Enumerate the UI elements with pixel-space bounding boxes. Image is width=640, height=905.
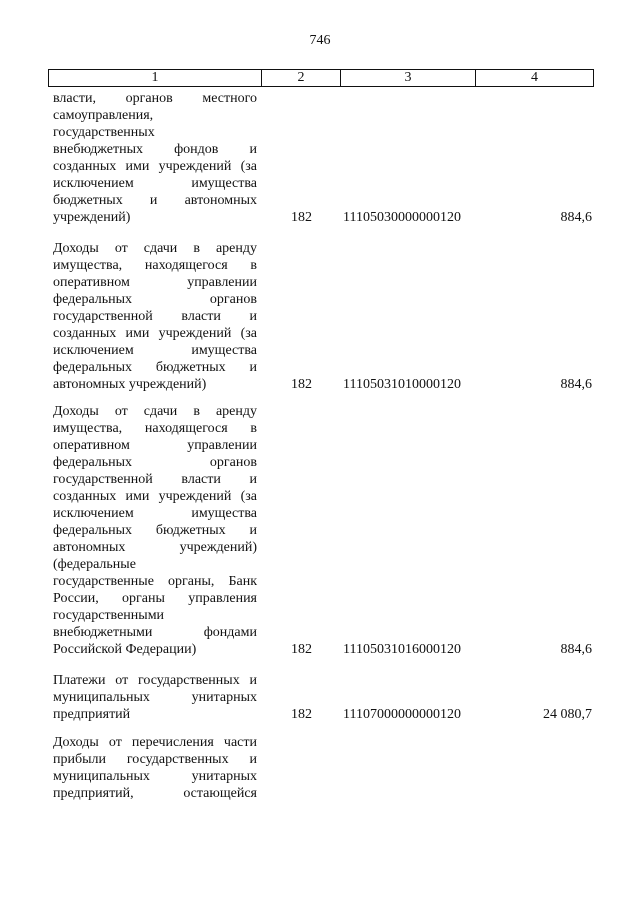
description-line: исключением имущества — [53, 343, 257, 358]
row-code-cell: 182 — [291, 707, 312, 722]
description-line: автономных учреждений) — [53, 377, 207, 392]
row-kbk-cell: 11105031016000120 — [343, 642, 461, 657]
description-line: созданных ими учреждений (за — [53, 489, 257, 504]
row-code-cell: 182 — [291, 377, 312, 392]
description-line: бюджетных и автономных — [53, 193, 257, 208]
description-line: самоуправления, — [53, 108, 154, 123]
description-line: государственные органы, Банк — [53, 574, 257, 589]
row-description — [53, 403, 257, 658]
description-line: прибыли государственных и — [53, 752, 257, 767]
row-code-cell: 182 — [291, 642, 312, 657]
description-line: автономных учреждений) — [53, 540, 257, 555]
description-line: внебюджетными фондами — [53, 625, 257, 640]
description-line: Доходы от сдачи в аренду — [53, 404, 257, 419]
description-line: предприятий — [53, 707, 131, 722]
description-line: федеральных органов — [53, 455, 257, 470]
description-line: (федеральные — [53, 557, 136, 572]
table-header — [48, 69, 594, 87]
description-line: Доходы от сдачи в аренду — [53, 241, 257, 256]
description-line: исключением имущества — [53, 176, 257, 191]
description-line: федеральных бюджетных и — [53, 523, 257, 538]
row-amount-cell: 884,6 — [560, 210, 592, 225]
header-col-1: 1 — [49, 70, 262, 86]
description-line: оперативном управлении — [53, 438, 257, 453]
row-code-cell: 182 — [291, 210, 312, 225]
description-line: созданных ими учреждений (за — [53, 159, 257, 174]
description-line: власти, органов местного — [53, 91, 257, 106]
row-description — [53, 734, 257, 802]
page-number: 746 — [309, 33, 331, 48]
description-line: созданных ими учреждений (за — [53, 326, 257, 341]
row-kbk-cell: 11107000000000120 — [343, 707, 461, 722]
row-amount-cell: 884,6 — [560, 377, 592, 392]
row-kbk-cell: 11105031010000120 — [343, 377, 461, 392]
description-line: государственных — [53, 125, 155, 140]
row-description — [53, 672, 257, 723]
header-col-2: 2 — [262, 70, 341, 86]
description-line: предприятий, остающейся — [53, 786, 257, 801]
description-line: имущества, находящегося в — [53, 421, 257, 436]
row-amount-cell: 884,6 — [560, 642, 592, 657]
description-line: государственной власти и — [53, 309, 257, 324]
description-line: федеральных органов — [53, 292, 257, 307]
description-line: Доходы от перечисления части — [53, 735, 257, 750]
description-line: исключением имущества — [53, 506, 257, 521]
description-line: Российской Федерации) — [53, 642, 197, 657]
header-col-3: 3 — [341, 70, 476, 86]
description-line: учреждений) — [53, 210, 131, 225]
description-line: муниципальных унитарных — [53, 769, 257, 784]
description-line: внебюджетных фондов и — [53, 142, 257, 157]
row-description — [53, 90, 257, 226]
description-line: оперативном управлении — [53, 275, 257, 290]
description-line: федеральных бюджетных и — [53, 360, 257, 375]
description-line: России, органы управления — [53, 591, 257, 606]
row-amount-cell: 24 080,7 — [543, 707, 592, 722]
description-line: муниципальных унитарных — [53, 690, 257, 705]
description-line: Платежи от государственных и — [53, 673, 257, 688]
description-line: государственными — [53, 608, 165, 623]
header-col-4: 4 — [531, 70, 538, 85]
row-kbk-cell: 11105030000000120 — [343, 210, 461, 225]
description-line: государственной власти и — [53, 472, 257, 487]
row-description — [53, 240, 257, 393]
description-line: имущества, находящегося в — [53, 258, 257, 273]
